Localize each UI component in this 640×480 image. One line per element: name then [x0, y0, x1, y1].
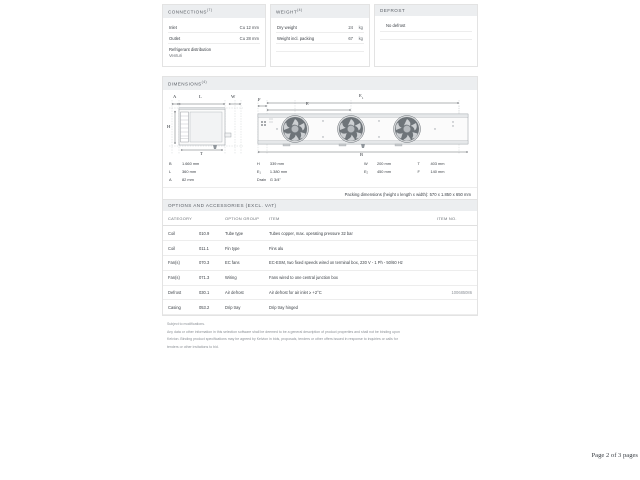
weight-dry-value: 24: [348, 24, 353, 30]
defrost-title: [375, 5, 477, 16]
options-col-category: CATEGORY: [163, 211, 197, 226]
connections-inlet-label: Inlet: [169, 24, 177, 30]
row-item: Drip tray hinged: [267, 300, 435, 315]
connections-card: [162, 4, 266, 67]
weight-row-dry: [276, 22, 364, 33]
dim-value-A: [169, 177, 257, 182]
dim-value-drain: [257, 177, 364, 182]
dim-value-F-val: 140 mm: [430, 169, 445, 175]
connections-title-superscript: (7): [206, 8, 213, 13]
options-title: OPTIONS AND ACCESSORIES (EXCL. VAT): [163, 200, 477, 211]
connections-distribution-value: Venturi: [169, 53, 183, 59]
unit-cooler-drawing-svg: [163, 92, 479, 160]
connections-distribution-label: Refrigerant distribution: [169, 46, 212, 52]
options-table: [163, 211, 477, 315]
connections-outlet-value: Cu 28 mm: [239, 35, 259, 41]
row-item: Tubes copper, max. operating pressure 32 bar: [267, 226, 435, 241]
row-group: Fin type: [223, 241, 267, 256]
dim-label-L: L: [199, 93, 202, 99]
dim-value-A-key: A: [169, 177, 172, 183]
dimension-values-col-4: [417, 161, 471, 182]
dim-value-E1-key: E₁: [256, 169, 261, 175]
dim-value-F: [417, 169, 471, 174]
dim-label-A: A: [173, 93, 177, 99]
dim-value-T: [417, 161, 471, 166]
defrost-body: [375, 16, 477, 44]
defrost-title-text: DEFROST: [380, 8, 406, 14]
dim-label-B: B: [360, 151, 364, 157]
dimensions-card: [162, 76, 478, 202]
dim-label-W: W: [231, 93, 236, 99]
dim-label-H: H: [167, 123, 171, 129]
weight-packing-label: Weight incl. packing: [277, 35, 315, 41]
table-row: [163, 285, 477, 300]
disclaimer-line-1: Subject to modifications.: [167, 322, 205, 326]
dim-value-F-key: F: [417, 169, 420, 175]
row-item: EC-ESM, two fixed speeds wired on terminal box, 230 V - 1 Ph - 50/60 Hz: [267, 255, 435, 270]
row-category: Casing: [163, 300, 197, 315]
row-item-no: [435, 226, 477, 241]
weight-row-packing: [276, 33, 364, 44]
dimensions-title: [163, 77, 477, 90]
row-category: Coil: [163, 241, 197, 256]
front-view: [258, 100, 468, 154]
options-table-head: [163, 211, 477, 226]
options-col-item: ITEM: [267, 211, 435, 226]
row-item-no: 100685086: [435, 285, 477, 300]
dim-value-E1-val: 1.380 mm: [269, 169, 288, 175]
row-code: 070.3: [197, 255, 223, 270]
row-item-no: [435, 270, 477, 285]
options-col-item-no: ITEM NO.: [435, 211, 477, 226]
connections-body: [163, 18, 265, 67]
dim-value-drain-val: G 3/4": [269, 177, 281, 183]
dim-value-T-val: 403 mm: [430, 160, 445, 166]
fan-3: [394, 115, 421, 142]
table-row: [163, 255, 477, 270]
row-group: Tube type: [223, 226, 267, 241]
row-group: EC fans: [223, 255, 267, 270]
dimensions-title-superscript: (4): [201, 80, 208, 85]
disclaimer: [167, 322, 467, 353]
weight-title-superscript: (4): [297, 8, 303, 13]
row-item: Fans wired to one central junction box: [267, 270, 435, 285]
row-category: Fan(s): [163, 270, 197, 285]
weight-dry-label: Dry weight: [277, 24, 297, 30]
table-row: [163, 300, 477, 315]
row-item-no: [435, 241, 477, 256]
weight-body: [271, 18, 369, 56]
fan-2: [338, 115, 365, 142]
dim-value-L: [169, 169, 257, 174]
dim-value-T-key: T: [417, 160, 420, 166]
spec-cards-row: [162, 4, 478, 67]
row-code: 071.3: [197, 270, 223, 285]
dim-value-drain-key: Drain: [256, 177, 267, 183]
weight-spacer-row: [276, 44, 364, 52]
defrost-card: [374, 4, 478, 67]
dimension-values-col-3: [364, 161, 418, 182]
dim-value-B-key: B: [169, 160, 172, 166]
dim-value-W: [364, 161, 418, 166]
page-footer: Page 2 of 3 pages: [591, 452, 638, 459]
connections-inlet-value: Cu 12 mm: [239, 24, 259, 30]
options-table-body: [163, 226, 477, 315]
dim-value-E2-key: E₂: [363, 169, 369, 175]
connections-title-text: CONNECTIONS: [168, 9, 207, 15]
row-code: 030.1: [197, 285, 223, 300]
disclaimer-line-2: Any data or other information in this selection software shall be deemed to be a general description of product properties and shall not be binding upon: [167, 329, 400, 334]
options-col-code: [197, 211, 223, 226]
row-group: Wiring: [223, 270, 267, 285]
weight-packing-unit: kg: [358, 35, 363, 41]
dim-label-E: E: [306, 100, 309, 106]
weight-title: [271, 5, 369, 18]
dim-value-E2: [364, 169, 418, 174]
row-item-no: [435, 300, 477, 315]
connections-distribution: [168, 44, 260, 62]
options-header-row: [163, 211, 477, 226]
dimension-values-col-1: [169, 161, 257, 182]
row-group: Drip tray: [223, 300, 267, 315]
datasheet-sheet: [160, 0, 480, 480]
dim-label-E1: $E_1$: [359, 93, 364, 101]
row-category: Defrost: [163, 285, 197, 300]
row-item: Air defrost for air inlet ≥ +2°C: [267, 285, 435, 300]
dimension-drawing: [163, 92, 477, 160]
packing-dimensions: Packing dimensions (height x length x width): 570 x 1.850 x 650 mm: [163, 187, 477, 201]
dim-value-A-val: 82 mm: [182, 177, 194, 183]
defrost-value: No defrost: [380, 20, 472, 32]
dim-label-T: T: [200, 150, 203, 156]
dim-value-B-val: 1.660 mm: [182, 160, 200, 166]
row-item: Fins alu: [267, 241, 435, 256]
row-group: Air defrost: [223, 285, 267, 300]
dim-value-B: [169, 161, 257, 166]
row-item-no: [435, 255, 477, 270]
side-view: [169, 100, 243, 154]
connections-row-inlet: [168, 22, 260, 33]
weight-title-text: WEIGHT: [276, 9, 298, 15]
weight-packing-value: 67: [348, 35, 353, 41]
connections-outlet-label: Outlet: [169, 35, 181, 41]
fan-1: [282, 115, 309, 142]
options-col-group: OPTION GROUP: [223, 211, 267, 226]
table-row: [163, 270, 477, 285]
options-card: [162, 199, 478, 316]
dimensions-title-text: DIMENSIONS: [168, 81, 202, 87]
dimension-values-col-2: [257, 161, 364, 182]
row-code: 011.1: [197, 241, 223, 256]
dim-value-W-val: 200 mm: [376, 160, 392, 166]
row-category: Coil: [163, 226, 197, 241]
row-category: Fan(s): [163, 255, 197, 270]
table-row: [163, 241, 477, 256]
dim-value-W-key: W: [363, 160, 368, 166]
row-code: 053.2: [197, 300, 223, 315]
dimension-values: [163, 160, 477, 185]
dim-value-L-key: L: [169, 169, 172, 175]
dim-value-H: [257, 161, 364, 166]
defrost-spacer-row: [380, 32, 472, 40]
connections-row-outlet: [168, 33, 260, 44]
dim-label-F: F: [258, 96, 261, 102]
dim-value-L-val: 360 mm: [182, 169, 197, 175]
weight-dry-unit: kg: [358, 24, 363, 30]
connections-title: [163, 5, 265, 18]
disclaimer-line-4: tenders or other invitations to bid.: [167, 344, 219, 349]
dim-value-H-val: 339 mm: [269, 160, 284, 166]
row-code: 010.9: [197, 226, 223, 241]
dim-value-E1: [257, 169, 364, 174]
dim-value-H-key: H: [256, 160, 260, 166]
dim-value-E2-val: 450 mm: [376, 169, 392, 175]
weight-card: [270, 4, 370, 67]
table-row: [163, 226, 477, 241]
disclaimer-line-3: Kelvion. Binding product specifications may be agreed by Kelvion in bids, proposals, tenders or other offers issued in response to inquiries or calls for: [167, 337, 398, 342]
